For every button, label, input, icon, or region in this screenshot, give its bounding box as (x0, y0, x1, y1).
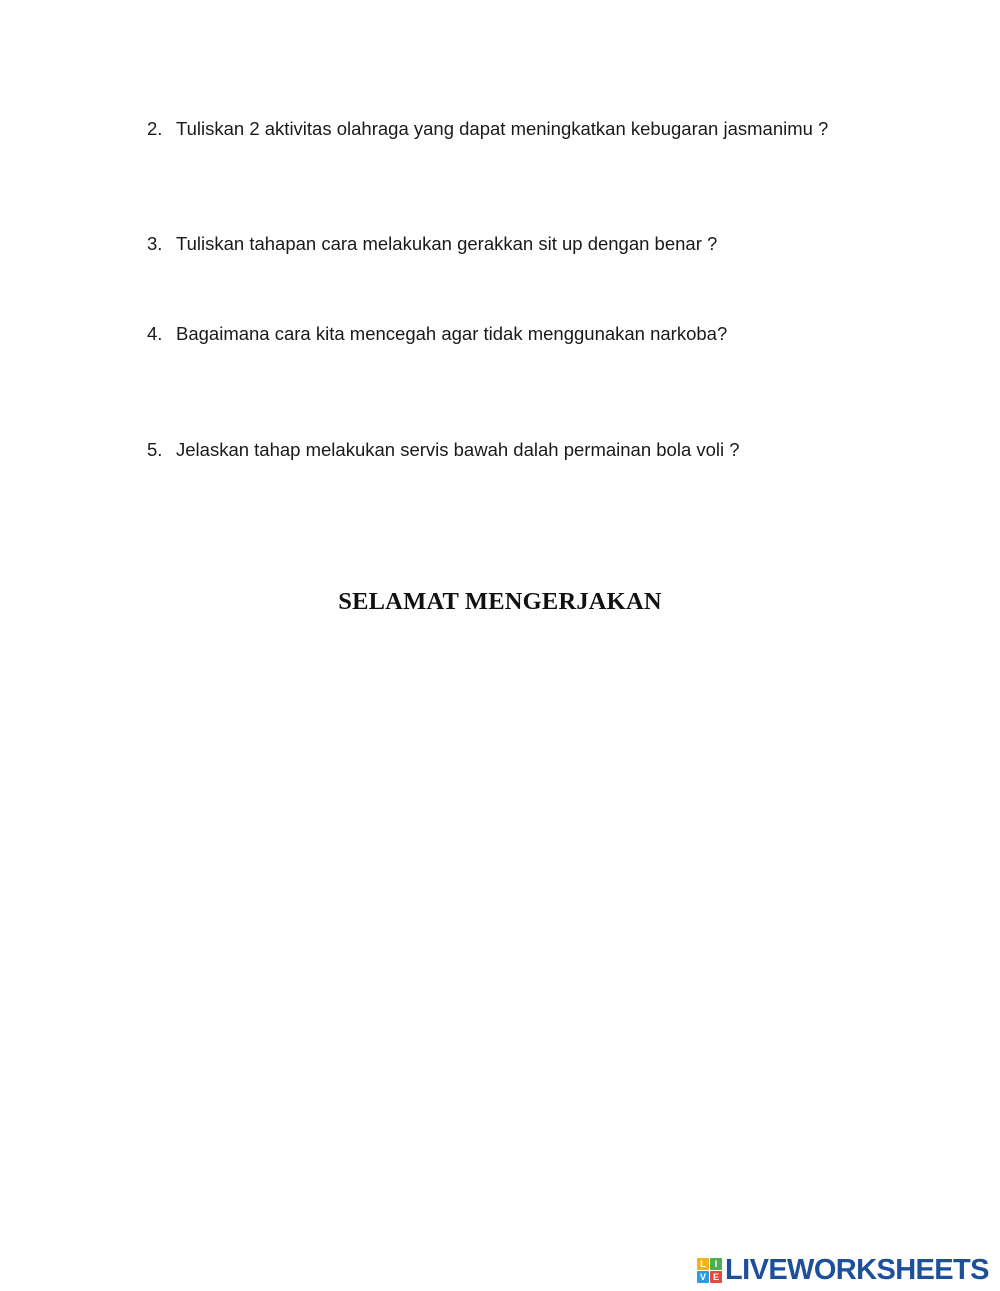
live-block-icon (697, 1258, 722, 1283)
logo-letter-i: I (710, 1258, 722, 1270)
liveworksheets-logo (697, 1254, 989, 1286)
question-5 (147, 439, 740, 461)
logo-letter-l: L (697, 1258, 709, 1270)
question-number: 2. (147, 118, 163, 139)
question-4 (147, 323, 727, 345)
question-number: 3. (147, 233, 163, 254)
logo-wordmark: LIVEWORKSHEETS (725, 1253, 989, 1286)
question-number: 4. (147, 323, 163, 344)
logo-letter-e: E (710, 1271, 722, 1283)
question-text: Jelaskan tahap melakukan servis bawah dalah permainan bola voli ? (176, 439, 740, 460)
question-text: Bagaimana cara kita mencegah agar tidak menggunakan narkoba? (176, 323, 728, 344)
closing-message: SELAMAT MENGERJAKAN (338, 588, 662, 615)
question-text: Tuliskan tahapan cara melakukan gerakkan sit up dengan benar ? (176, 233, 718, 254)
question-text: Tuliskan 2 aktivitas olahraga yang dapat meningkatkan kebugaran jasmanimu ? (176, 118, 829, 139)
question-3 (147, 233, 717, 255)
question-2 (147, 118, 828, 140)
question-number: 5. (147, 439, 163, 460)
logo-letter-v: V (697, 1271, 709, 1283)
